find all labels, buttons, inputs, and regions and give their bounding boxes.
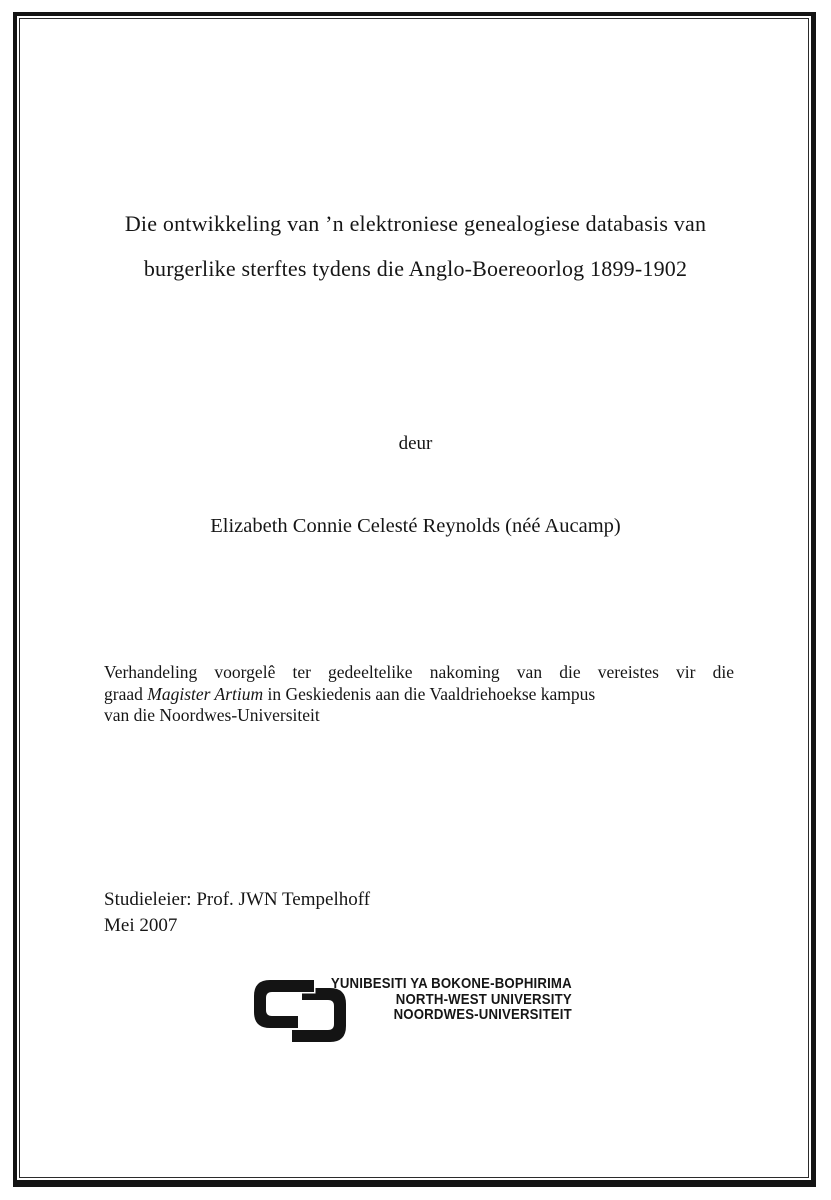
supervisor-block	[104, 887, 370, 939]
declaration-line-3: van die Noordwes-Universiteit	[104, 705, 320, 725]
declaration-line-2	[104, 684, 734, 706]
declaration-line-1: Verhandeling voorgelê ter gedeeltelike nakoming van die vereistes vir die	[104, 662, 734, 682]
byline-label: deur	[398, 433, 433, 454]
supervisor-line: Studieleier: Prof. JWN Tempelhoff	[104, 889, 371, 910]
date-line: Mei 2007	[104, 915, 178, 936]
degree-name-italic: Magister Artium	[147, 683, 264, 704]
declaration-line-2-suffix: in Geskiedenis aan die Vaaldriehoekse kampus	[263, 683, 596, 704]
university-logo-text	[331, 976, 572, 1023]
author-name: Elizabeth Connie Celesté Reynolds (néé Aucamp)	[210, 515, 621, 537]
logo-text-line-2: NORTH-WEST UNIVERSITY	[395, 990, 572, 1008]
logo-text-line-1: YUNIBESITI YA BOKONE-BOPHIRIMA	[331, 975, 572, 992]
logo-text-line-3: NOORDWES-UNIVERSITEIT	[393, 1006, 572, 1023]
thesis-title	[60, 201, 771, 291]
title-line-2: burgerlike sterftes tydens die Anglo-Boereoorlog 1899-1902	[143, 256, 688, 281]
declaration-paragraph	[104, 662, 734, 727]
title-line-1: Die ontwikkeling van ’n elektroniese genealogiese databasis van	[124, 211, 707, 236]
declaration-line-2-prefix: graad	[104, 683, 148, 704]
